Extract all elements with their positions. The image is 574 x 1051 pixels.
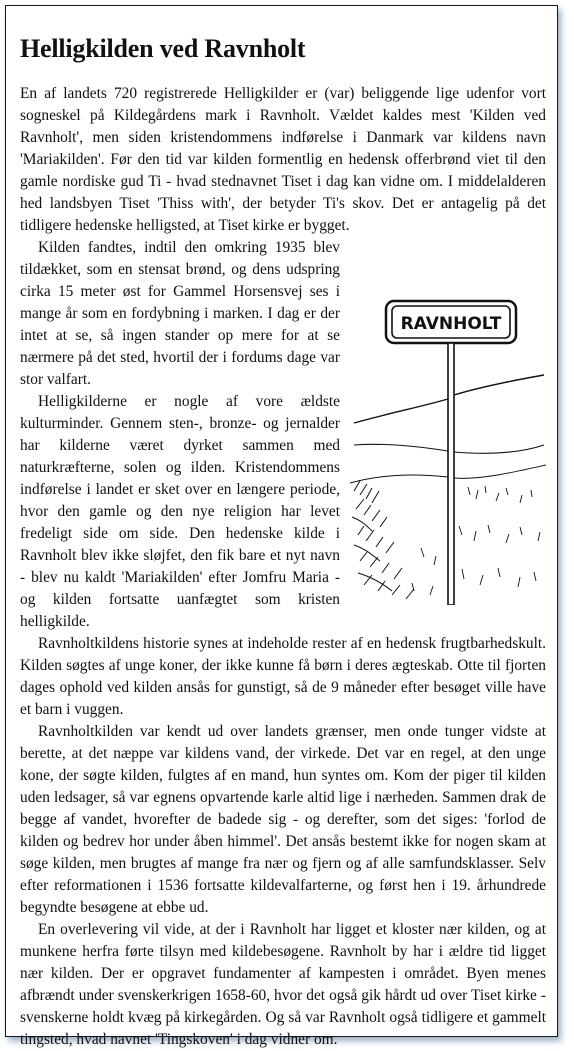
article-frame — [5, 5, 558, 1048]
paragraph-3: Helligkilderne er nogle af vore ældste kulturminder. Gennem sten-, bronze- og jernalder har kilderne været dyrket sammen med naturkræfterne, solen og ilden. Kristendommens indførelse i landet er sket over en længere periode, hvor den gamle og den nye religion har levet fredeligt side om side. Den hedenske kilde i Ravnholt blev ikke sløjfet, den fik bare et nyt navn - blev nu kaldt 'Mariakilden' efter Jomfru Maria - og kilden fortsatte uanfægtet som kristen helligkilde. — [20, 393, 340, 630]
article-content — [20, 34, 546, 1051]
paragraph-6: En overlevering vil vide, at der i Ravnholt har ligget et kloster nær kilden, og at munkene herfra førte tilsyn med kildebesøgene. Ravnholt by har i ældre tid ligget nær kilden. Der er opgravet fundamenter af kampesten i området. Byen menes afbrændt under svenskerkrigen 1658-60, hvor det også gik hårdt ud over Tiset kirke - svenskerne holdt kvæg på kirkegården. Og så var Ravnholt også tidligere et gammelt tingsted, hvad navnet 'Tingskoven' i dag vidner om. — [20, 921, 546, 1048]
road-sign-drawing — [350, 295, 546, 605]
grass-strokes — [412, 486, 540, 595]
paragraph-4: Ravnholtkildens historie synes at indeholde rester af en hedensk frugtbarhedskult. Kilden søgtes af unge koner, der ikke kunne få børn i deres ægteskab. Otte til fjorten dages ophold ved kilden ansås for gunstigt, så de 9 måneder efter besøget ville have et barn i vuggen. — [20, 635, 546, 718]
paragraph-2: Kilden fandtes, indtil den omkring 1935 blev tildækket, som en stensat brønd, og dens udspring cirka 15 meter øst for Gammel Horsensvej ses i mange år som en fordybning i marken. I dag er der intet at se, så ingen stander op mere for at se nærmere på det sted, hvortil der i fordums dage var stor valfart. — [20, 239, 340, 388]
article-title: Helligkilden ved Ravnholt — [20, 34, 306, 63]
sign-text: RAVNHOLT — [400, 314, 502, 334]
sign-pole — [448, 343, 454, 605]
paragraph-5: Ravnholtkilden var kendt ud over landets grænser, men onde tunger vidste at berette, at det næppe var kildens vand, der virkede. Det var en regel, at den unge kone, der søgte kilden, fulgtes af en mand, hun syntes om. Kom der piger til kilden uden ledsager, så var egnens opvartende karle altid lige i nærheden. Sammen drak de begge af vandet, hvorefter de badede sig - og derefter, som det siges: 'forlod de kilden og bedrev hor under åben himmel'. Det ansås bestemt ikke for nogen skam at søge kilden, men brugtes af mange fra nær og fjern og af alle samfundsklasser. Selv efter reformationen i 1536 fortsatte kildevalfarterne, og først hen i 19. århundrede begyndte besøgene at ebbe ud. — [20, 723, 546, 916]
paragraph-1: En af landets 720 registrerede Helligkilder er (var) beliggende lige udenfor vort sogneskel på Kildegårdens mark i Ravnholt. Vældet kaldes mest 'Kilden ved Ravnholt', men siden kristendommens indførelse i Danmark var kildens navn 'Mariakilden'. Før den tid var kilden formentlig en hedensk offerbrønd viet til den gamle nordiske gud Ti - hvad stednavnet Tiset i dag kan vidne om. I middelalderen hed landsbyen Tiset 'Thiss with', der betyder Ti's skov. Det er antagelig på det tidligere hedenske helligsted, at Tiset kirke er bygget. — [20, 85, 546, 234]
ravnholt-sign-illustration — [350, 295, 546, 605]
hedge-hatching — [352, 481, 414, 599]
